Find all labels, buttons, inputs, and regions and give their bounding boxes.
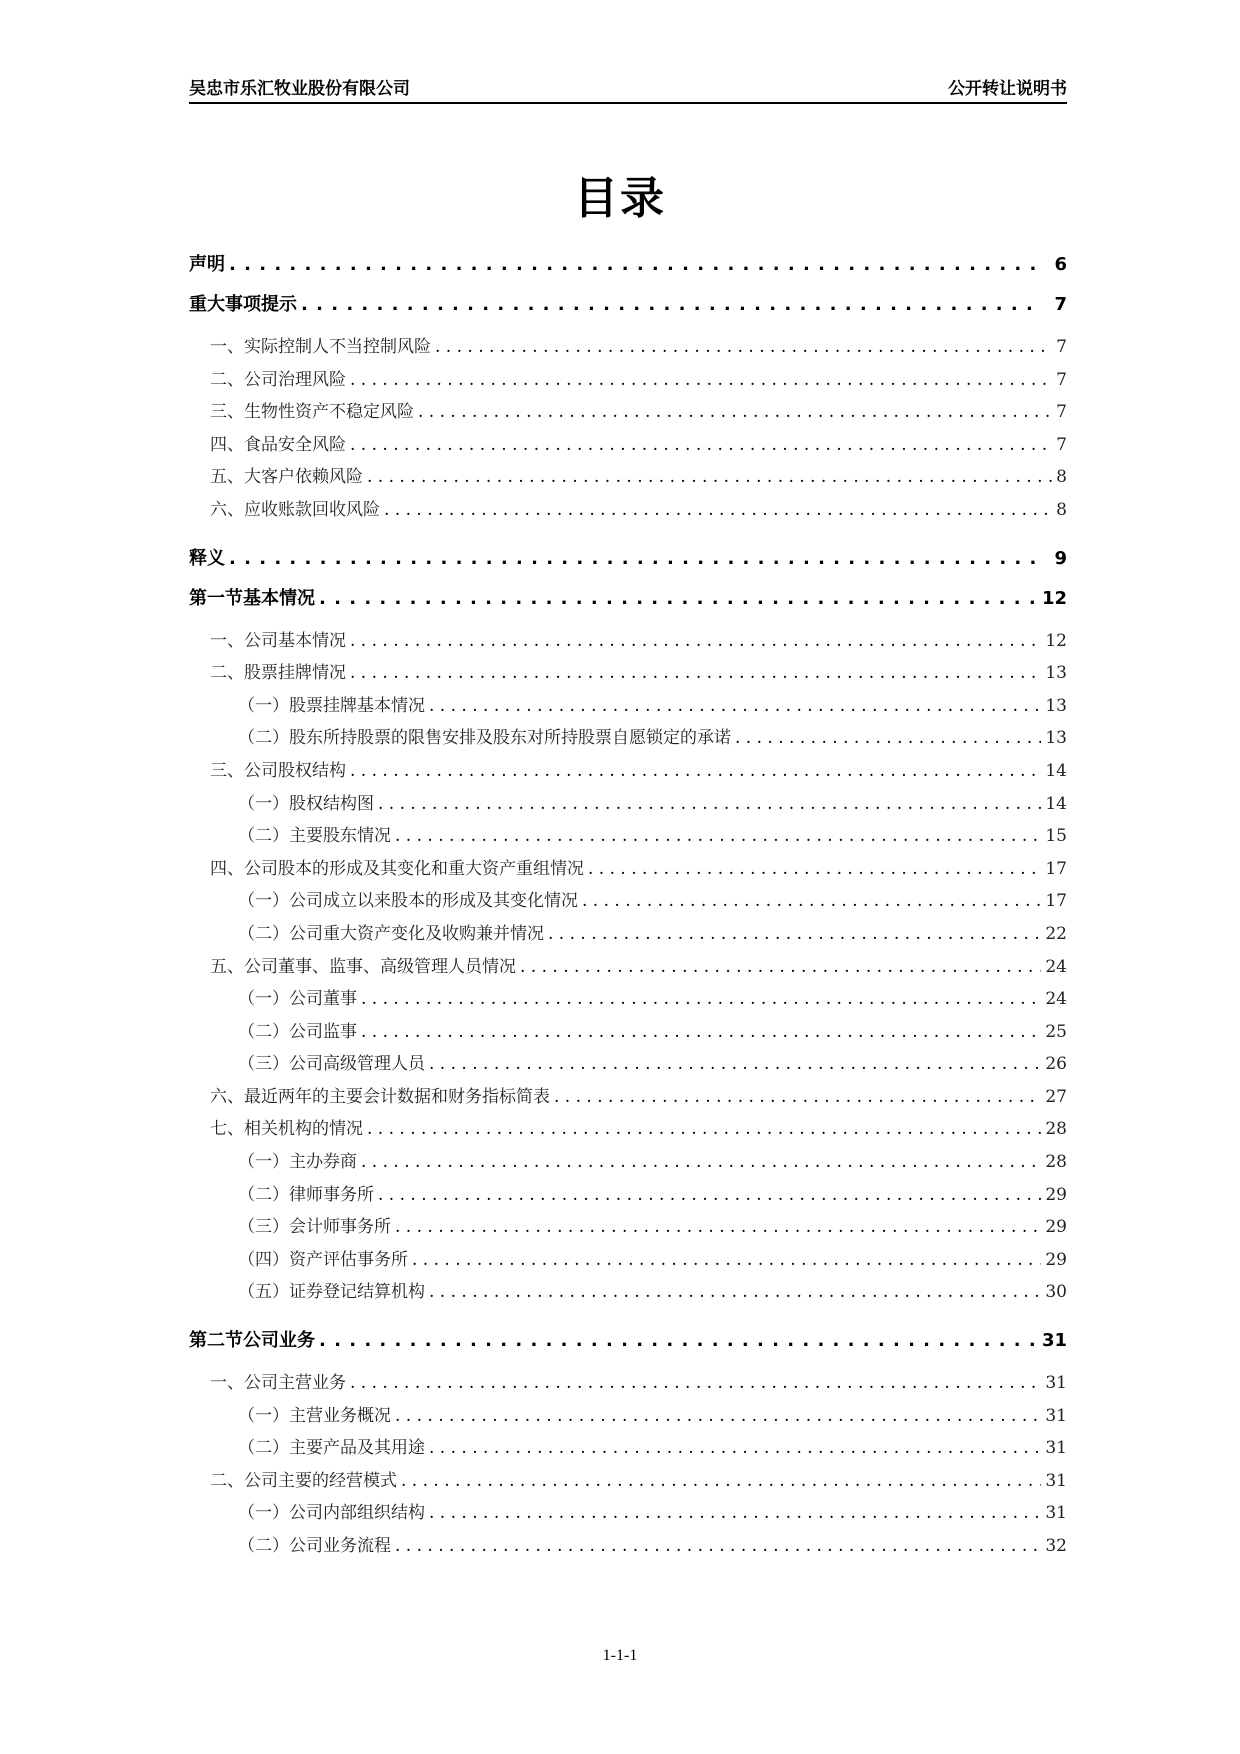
toc-entry-page-number: 13 xyxy=(1045,663,1067,684)
toc-item[interactable] xyxy=(189,1114,1067,1147)
toc-dot-leader xyxy=(395,1536,1041,1556)
toc-entry-page-number: 29 xyxy=(1045,1184,1067,1205)
toc-entry-label: 第二节公司业务 xyxy=(189,1330,315,1352)
toc-item[interactable] xyxy=(189,658,1067,691)
toc-entry-page-number: 6 xyxy=(1054,254,1067,275)
toc-dot-leader xyxy=(361,1152,1041,1172)
toc-entry-label: （二）公司重大资产变化及收购兼并情况 xyxy=(238,923,544,944)
toc-entry-label: （二）公司监事 xyxy=(238,1021,357,1042)
toc-dot-leader xyxy=(735,728,1041,748)
toc-dot-leader xyxy=(350,761,1041,781)
toc-entry-label: （三）会计师事务所 xyxy=(238,1217,391,1238)
toc-dot-leader xyxy=(319,588,1038,609)
toc-entry-page-number: 31 xyxy=(1045,1373,1067,1394)
toc-entry-page-number: 31 xyxy=(1045,1405,1067,1426)
toc-dot-leader xyxy=(429,1503,1041,1523)
toc-entry-page-number: 8 xyxy=(1056,467,1067,488)
toc-entry-page-number: 24 xyxy=(1045,989,1067,1010)
toc-entry-label: 二、公司主要的经营模式 xyxy=(210,1470,397,1491)
toc-entry-page-number: 31 xyxy=(1045,1503,1067,1524)
toc-item[interactable] xyxy=(189,1368,1067,1401)
toc-entry-label: （一）股票挂牌基本情况 xyxy=(238,695,425,716)
toc-item[interactable] xyxy=(189,397,1067,430)
toc-entry-page-number: 7 xyxy=(1056,337,1067,357)
toc-item[interactable] xyxy=(189,1466,1067,1499)
toc-subitem[interactable] xyxy=(189,1277,1067,1310)
toc-entry-label: 三、公司股权结构 xyxy=(210,760,346,781)
toc-dot-leader xyxy=(350,663,1041,683)
header-company-name: 吴忠市乐汇牧业股份有限公司 xyxy=(189,79,410,99)
toc-dot-leader xyxy=(429,696,1041,716)
header-document-type: 公开转让说明书 xyxy=(948,79,1067,99)
toc-dot-leader xyxy=(520,957,1041,977)
toc-item[interactable] xyxy=(189,495,1067,528)
toc-entry-label: （三）公司高级管理人员 xyxy=(238,1054,425,1075)
toc-item[interactable] xyxy=(189,1082,1067,1115)
toc-subitem[interactable] xyxy=(189,1017,1067,1050)
toc-entry-label: 重大事项提示 xyxy=(189,294,297,315)
toc-entry-page-number: 28 xyxy=(1045,1119,1067,1140)
toc-section[interactable] xyxy=(189,250,1067,278)
toc-entry-label: （二）主要股东情况 xyxy=(238,826,391,847)
toc-entry-page-number: 28 xyxy=(1045,1152,1067,1173)
toc-entry-label: （五）证券登记结算机构 xyxy=(238,1282,425,1303)
toc-entry-page-number: 31 xyxy=(1045,1470,1067,1491)
toc-subitem[interactable] xyxy=(189,886,1067,919)
page-header xyxy=(189,74,1067,104)
toc-dot-leader xyxy=(350,435,1052,455)
toc-item[interactable] xyxy=(189,430,1067,463)
toc-dot-leader xyxy=(350,370,1052,390)
toc-subitem[interactable] xyxy=(189,1245,1067,1278)
toc-entry-page-number: 12 xyxy=(1041,587,1067,609)
toc-dot-leader xyxy=(395,1217,1041,1237)
toc-dot-leader xyxy=(229,254,1041,275)
toc-entry-page-number: 15 xyxy=(1045,826,1067,847)
toc-entry-label: 一、公司主营业务 xyxy=(210,1373,346,1394)
toc-entry-label: 三、生物性资产不稳定风险 xyxy=(210,402,414,423)
toc-item[interactable] xyxy=(189,756,1067,789)
toc-entry-page-number: 8 xyxy=(1056,499,1067,520)
toc-dot-leader xyxy=(418,402,1052,422)
toc-dot-leader xyxy=(350,1373,1041,1393)
toc-entry-label: （一）股权结构图 xyxy=(238,793,374,814)
toc-item[interactable] xyxy=(189,952,1067,985)
toc-dot-leader xyxy=(361,1022,1041,1042)
toc-dot-leader xyxy=(367,1119,1041,1139)
toc-entry-page-number: 13 xyxy=(1045,695,1067,716)
toc-dot-leader xyxy=(319,1330,1038,1351)
toc-entry-page-number: 14 xyxy=(1045,793,1067,814)
toc-dot-leader xyxy=(361,989,1041,1009)
toc-entry-page-number: 7 xyxy=(1056,369,1067,390)
toc-entry-label: （二）律师事务所 xyxy=(238,1184,374,1205)
toc-dot-leader xyxy=(301,294,1041,315)
toc-entry-label: （一）公司内部组织结构 xyxy=(238,1503,425,1524)
toc-entry-page-number: 29 xyxy=(1045,1217,1067,1238)
toc-subitem[interactable] xyxy=(189,691,1067,724)
toc-entry-page-number: 32 xyxy=(1045,1536,1067,1556)
toc-item[interactable] xyxy=(189,462,1067,495)
toc-entry-page-number: 31 xyxy=(1045,1438,1067,1459)
toc-dot-leader xyxy=(429,1438,1041,1458)
toc-dot-leader xyxy=(384,500,1052,520)
toc-entry-label: （一）主办券商 xyxy=(238,1152,357,1173)
toc-subitem[interactable] xyxy=(189,1531,1067,1564)
toc-dot-leader xyxy=(378,1185,1041,1205)
toc-entry-label: （二）主要产品及其用途 xyxy=(238,1438,425,1459)
toc-entry-label: 五、公司董事、监事、高级管理人员情况 xyxy=(210,956,516,977)
toc-section[interactable] xyxy=(189,290,1067,318)
toc-entry-page-number: 22 xyxy=(1045,923,1067,944)
toc-entry-label: （二）公司业务流程 xyxy=(238,1536,391,1556)
toc-subitem[interactable] xyxy=(189,1180,1067,1213)
table-of-contents xyxy=(189,250,1067,1564)
toc-dot-leader xyxy=(582,891,1041,911)
toc-entry-page-number: 30 xyxy=(1045,1282,1067,1303)
toc-dot-leader xyxy=(378,794,1041,814)
toc-subitem[interactable] xyxy=(189,1498,1067,1531)
toc-subitem[interactable] xyxy=(189,723,1067,756)
toc-dot-leader xyxy=(588,859,1041,879)
toc-entry-page-number: 17 xyxy=(1045,858,1067,879)
toc-entry-label: 四、公司股本的形成及其变化和重大资产重组情况 xyxy=(210,858,584,879)
toc-entry-label: 声明 xyxy=(189,254,225,275)
toc-subitem[interactable] xyxy=(189,1147,1067,1180)
toc-entry-label: 一、公司基本情况 xyxy=(210,630,346,651)
toc-subitem[interactable] xyxy=(189,919,1067,952)
toc-dot-leader xyxy=(367,467,1052,487)
page-title: 目录 xyxy=(574,173,666,224)
toc-entry-label: 六、最近两年的主要会计数据和财务指标简表 xyxy=(210,1086,550,1107)
toc-entry-page-number: 24 xyxy=(1045,956,1067,977)
toc-entry-label: 第一节基本情况 xyxy=(189,587,315,609)
toc-dot-leader xyxy=(412,1250,1041,1270)
toc-entry-page-number: 14 xyxy=(1045,760,1067,781)
toc-dot-leader xyxy=(548,924,1041,944)
toc-entry-label: 六、应收账款回收风险 xyxy=(210,499,380,520)
toc-entry-page-number: 7 xyxy=(1054,294,1067,315)
toc-entry-page-number: 26 xyxy=(1045,1054,1067,1075)
toc-entry-page-number: 13 xyxy=(1045,728,1067,749)
toc-entry-label: 一、实际控制人不当控制风险 xyxy=(210,337,431,357)
toc-dot-leader xyxy=(554,1087,1041,1107)
toc-item[interactable] xyxy=(189,854,1067,887)
toc-subitem[interactable] xyxy=(189,984,1067,1017)
toc-entry-page-number: 17 xyxy=(1045,891,1067,912)
toc-subitem[interactable] xyxy=(189,1401,1067,1434)
toc-section[interactable] xyxy=(189,1326,1067,1354)
toc-entry-label: （四）资产评估事务所 xyxy=(238,1249,408,1270)
page-number: 1-1-1 xyxy=(602,1647,638,1664)
toc-entry-label: 二、公司治理风险 xyxy=(210,369,346,390)
toc-entry-page-number: 29 xyxy=(1045,1249,1067,1270)
toc-entry-page-number: 27 xyxy=(1045,1086,1067,1107)
toc-dot-leader xyxy=(401,1471,1041,1491)
toc-subitem[interactable] xyxy=(189,1049,1067,1082)
toc-subitem[interactable] xyxy=(189,789,1067,822)
toc-dot-leader xyxy=(229,548,1041,569)
toc-entry-label: 七、相关机构的情况 xyxy=(210,1119,363,1140)
toc-entry-page-number: 9 xyxy=(1054,547,1067,569)
toc-section[interactable] xyxy=(189,584,1067,612)
toc-entry-label: 五、大客户依赖风险 xyxy=(210,467,363,488)
toc-subitem[interactable] xyxy=(189,1433,1067,1466)
toc-dot-leader xyxy=(429,1054,1041,1074)
toc-entry-page-number: 25 xyxy=(1045,1021,1067,1042)
toc-item[interactable] xyxy=(189,332,1067,365)
toc-entry-label: （一）主营业务概况 xyxy=(238,1405,391,1426)
toc-dot-leader xyxy=(395,826,1041,846)
toc-dot-leader xyxy=(435,337,1052,357)
toc-subitem[interactable] xyxy=(189,821,1067,854)
toc-entry-page-number: 12 xyxy=(1045,630,1067,651)
toc-item[interactable] xyxy=(189,626,1067,659)
toc-section[interactable] xyxy=(189,544,1067,572)
toc-subitem[interactable] xyxy=(189,1212,1067,1245)
toc-dot-leader xyxy=(429,1282,1041,1302)
toc-entry-label: （二）股东所持股票的限售安排及股东对所持股票自愿锁定的承诺 xyxy=(238,728,731,749)
toc-dot-leader xyxy=(350,631,1041,651)
toc-entry-label: （一）公司成立以来股本的形成及其变化情况 xyxy=(238,891,578,912)
toc-entry-page-number: 7 xyxy=(1056,434,1067,455)
toc-dot-leader xyxy=(395,1406,1041,1426)
toc-entry-page-number: 31 xyxy=(1041,1330,1067,1352)
toc-item[interactable] xyxy=(189,365,1067,398)
toc-entry-page-number: 7 xyxy=(1056,402,1067,423)
toc-entry-label: （一）公司董事 xyxy=(238,989,357,1010)
toc-entry-label: 四、食品安全风险 xyxy=(210,434,346,455)
toc-entry-label: 释义 xyxy=(189,547,225,569)
toc-entry-label: 二、股票挂牌情况 xyxy=(210,663,346,684)
